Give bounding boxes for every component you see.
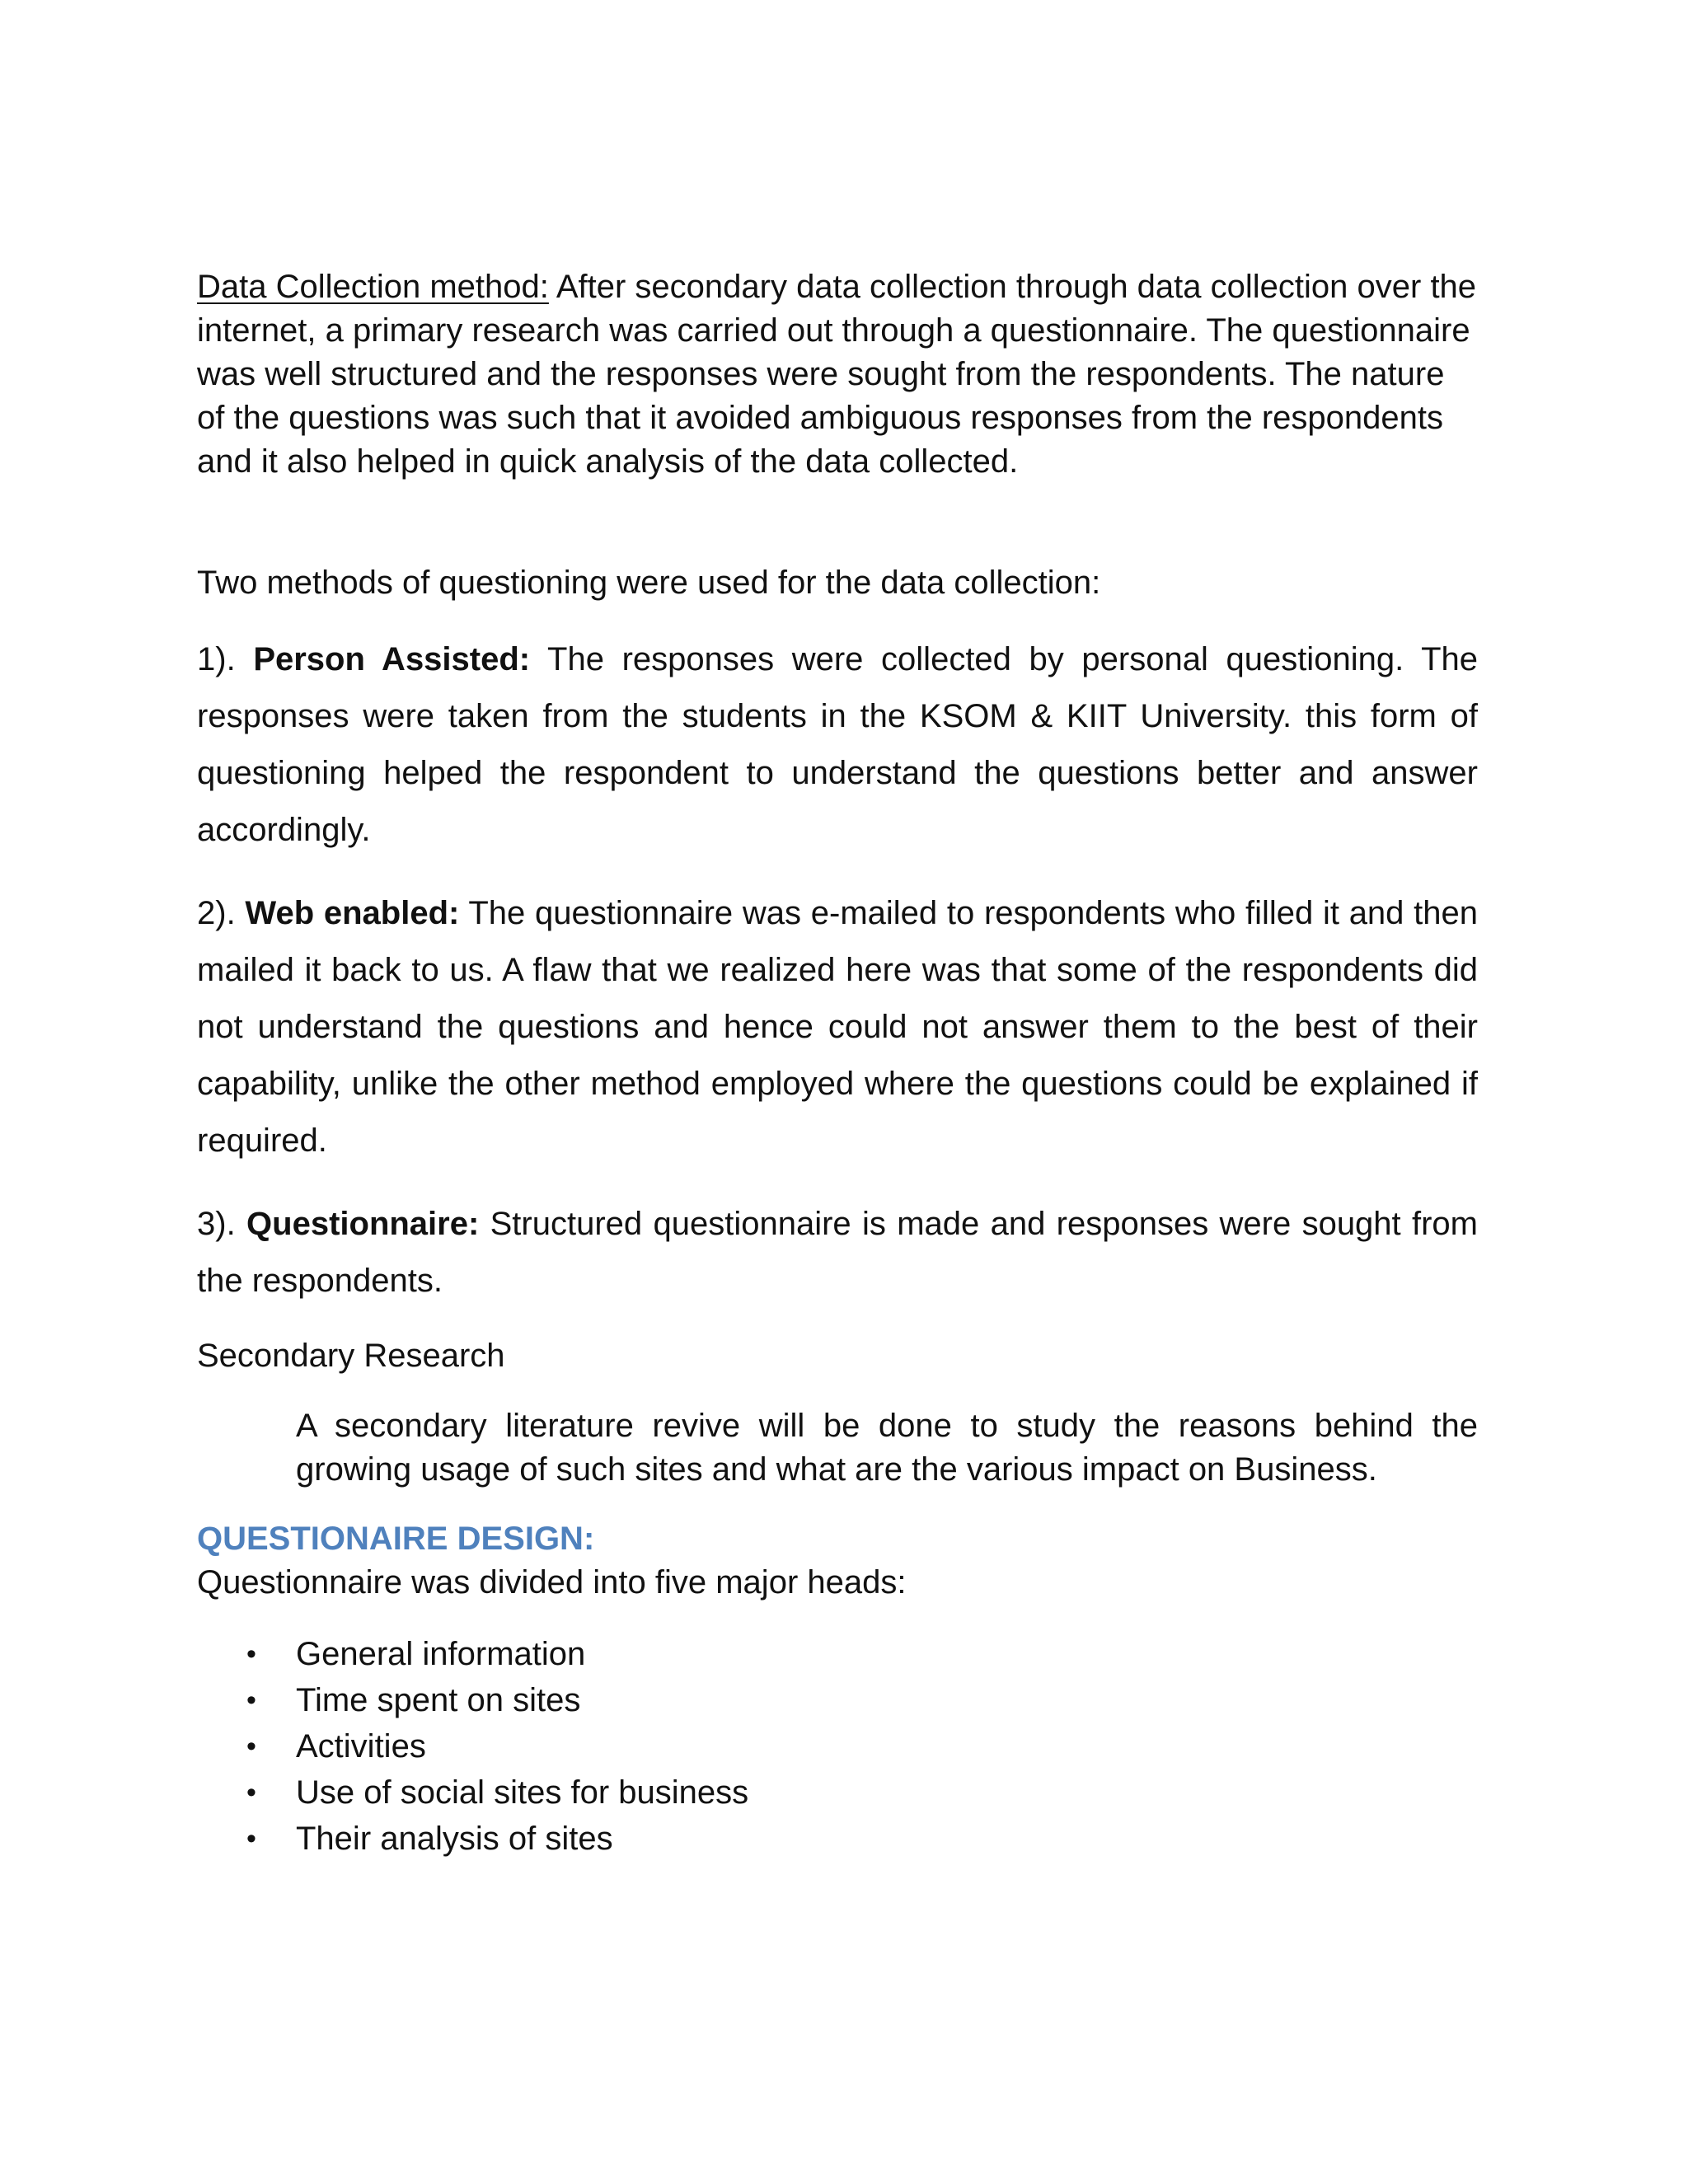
bullet-icon: • xyxy=(246,1823,256,1854)
method-web-enabled xyxy=(197,885,1478,1169)
method-text: The responses were collected by personal questioning. The responses were taken from the students in the KSOM & KIIT University. this form of questioning helped the respondent to understand the questions better and answer accordingly. xyxy=(197,641,1479,848)
method-number: 2). xyxy=(197,895,236,931)
list-item-text: Time spent on sites xyxy=(296,1682,581,1718)
method-person-assisted xyxy=(197,631,1478,859)
questionnaire-heads-list xyxy=(197,1631,1478,1862)
method-number: 3). xyxy=(197,1206,236,1242)
list-item-text: General information xyxy=(296,1636,586,1672)
list-item xyxy=(197,1677,1478,1723)
secondary-research-body: A secondary literature revive will be done to study the reasons behind the growing usage of such sites and what are the various impact on Business. xyxy=(296,1408,1478,1488)
data-collection-paragraph xyxy=(197,265,1478,484)
method-title: Person Assisted: xyxy=(253,641,531,677)
questionnaire-design-heading: QUESTIONAIRE DESIGN: xyxy=(197,1521,595,1557)
list-item xyxy=(197,1769,1478,1816)
list-item xyxy=(197,1631,1478,1677)
method-title: Questionnaire: xyxy=(246,1206,480,1242)
bullet-icon: • xyxy=(246,1638,256,1670)
list-item-text: Their analysis of sites xyxy=(296,1821,613,1857)
bullet-icon: • xyxy=(246,1777,256,1808)
method-number: 1). xyxy=(197,641,236,677)
method-title: Web enabled: xyxy=(245,895,460,931)
list-item-text: Use of social sites for business xyxy=(296,1774,749,1811)
list-item-text: Activities xyxy=(296,1728,426,1765)
method-text: The questionnaire was e-mailed to respondents who filled it and then mailed it back to us. A flaw that we realized here was that some of the respondents did not understand the questions and hence could not answer them to the best of their capability, unlike the other method employed where the questions could be explained if required. xyxy=(197,895,1479,1159)
bullet-icon: • xyxy=(246,1731,256,1762)
data-collection-label: Data Collection method: xyxy=(197,269,549,305)
bullet-icon: • xyxy=(246,1685,256,1716)
list-item xyxy=(197,1816,1478,1862)
method-text: Structured questionnaire is made and responses were sought from the respondents. xyxy=(197,1206,1478,1299)
data-collection-text: After secondary data collection through data collection over the internet, a primary research was carried out through a questionnaire. The questionnaire was well structured and the responses were sought from the respondents. The nature of the questions was such that it avoided ambiguous responses from the respondents and it also helped in quick analysis of the data collected. xyxy=(197,269,1477,480)
secondary-research-title: Secondary Research xyxy=(197,1338,505,1374)
list-item xyxy=(197,1723,1478,1769)
document-page xyxy=(197,265,1478,1862)
methods-intro: Two methods of questioning were used for the data collection: xyxy=(197,565,1101,601)
method-questionnaire xyxy=(197,1196,1478,1310)
questionnaire-heads-intro: Questionnaire was divided into five major heads: xyxy=(197,1564,907,1601)
